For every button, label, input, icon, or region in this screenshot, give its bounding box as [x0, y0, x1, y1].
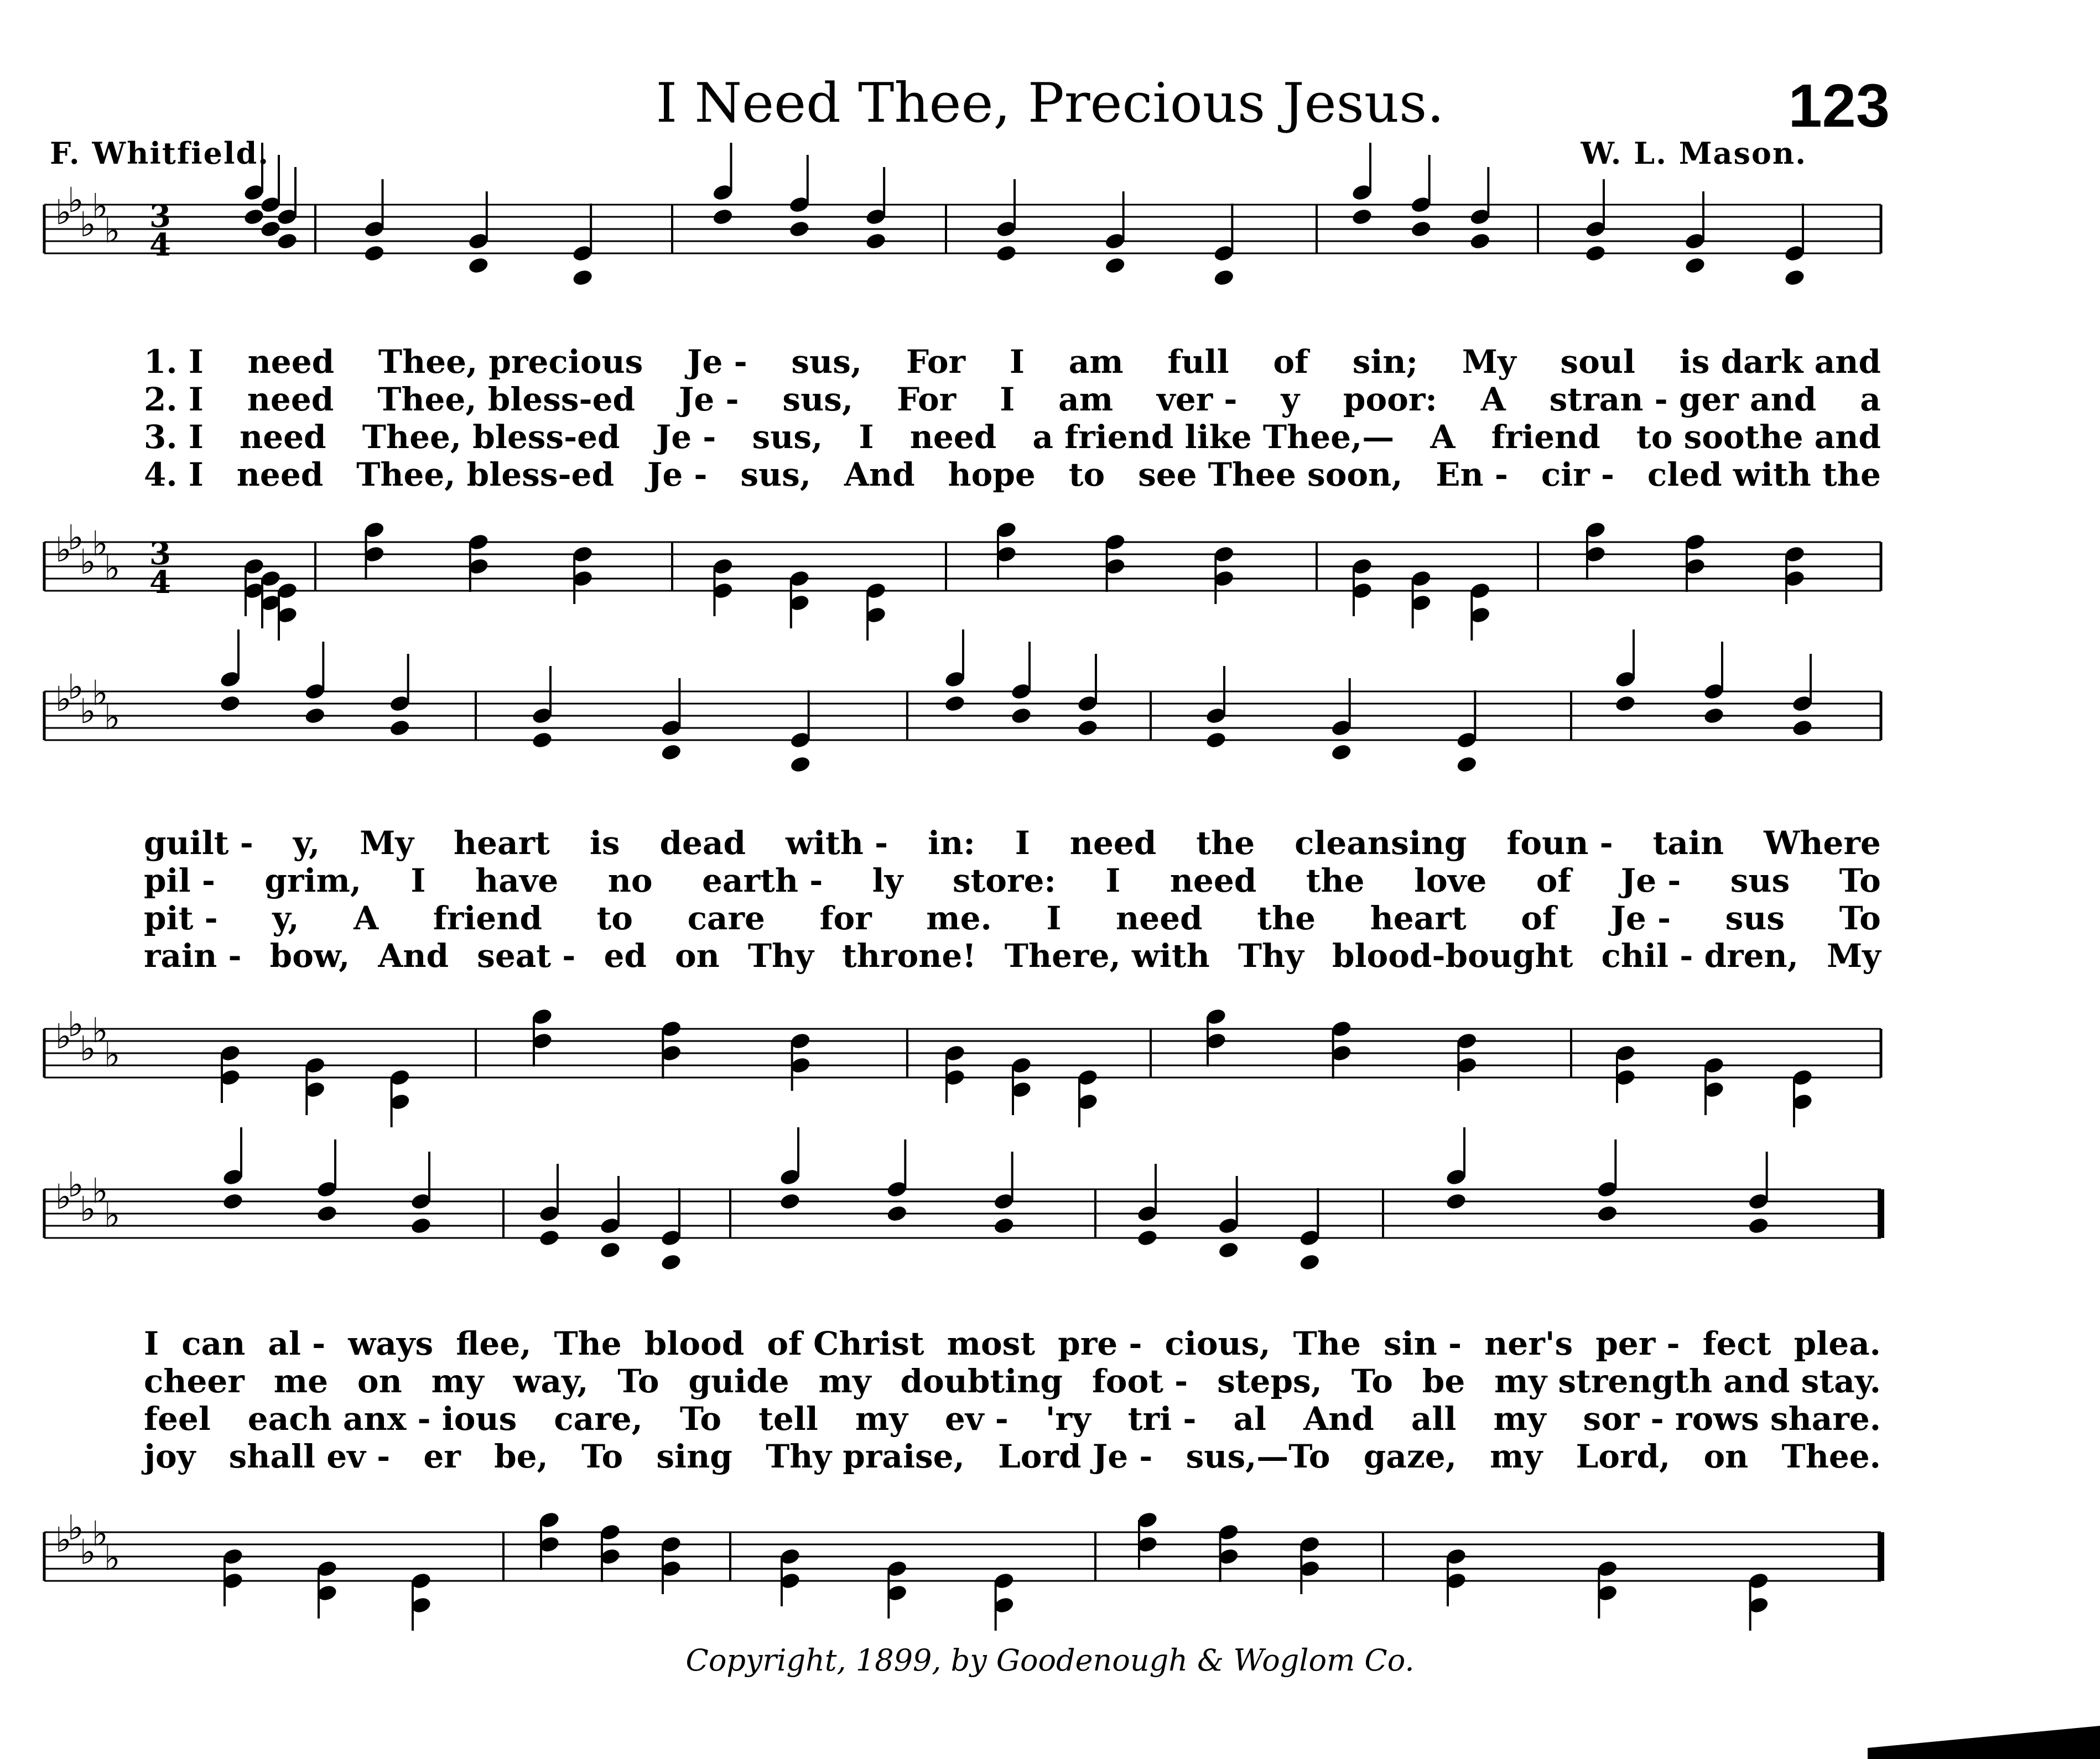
notehead — [1077, 719, 1099, 737]
flat-sign: ♭ — [92, 1513, 108, 1554]
notehead — [259, 220, 282, 238]
notehead — [599, 1241, 621, 1260]
notehead — [571, 268, 594, 287]
lyric-syllable: a — [1860, 381, 1881, 418]
lyric-syllable: Je - — [687, 343, 747, 381]
time-signature-bottom: 4 — [149, 564, 171, 601]
lyric-syllable: friend — [433, 899, 542, 937]
notehead — [538, 1229, 560, 1247]
lyric-syllable: sus, — [782, 381, 854, 418]
lyric-syllable: tri - — [1127, 1400, 1197, 1438]
lyric-syllable: throne! — [841, 937, 976, 975]
notehead — [219, 694, 241, 713]
lyric-syllable: Thee. — [1781, 1438, 1881, 1475]
notehead — [1596, 1204, 1618, 1223]
flat-sign: ♭ — [104, 548, 121, 589]
lyric-syllable: sus — [1725, 899, 1785, 937]
lyric-syllable: pil - — [144, 862, 215, 899]
lyric-syllable: the — [1196, 824, 1255, 862]
flat-sign: ♭ — [67, 667, 84, 707]
lyric-syllable: rain - — [144, 937, 242, 975]
flat-sign: ♭ — [104, 697, 121, 738]
lyric-syllable: heart — [453, 824, 550, 862]
lyric-syllable: full — [1167, 343, 1229, 381]
lyric-syllable: sus — [1730, 862, 1790, 899]
lyric-syllable: tell — [758, 1400, 818, 1438]
notehead — [410, 1216, 432, 1235]
lyric-syllable: cleansing — [1295, 824, 1467, 862]
flat-sign: ♭ — [80, 1028, 96, 1069]
lyric-syllable: 1. I — [144, 343, 204, 381]
lyric-syllable: in: — [928, 824, 975, 862]
lyric-syllable: my — [818, 1362, 871, 1400]
scan-edge-mark — [1868, 1715, 2100, 1759]
lyric-syllable: blood-bought — [1332, 937, 1573, 975]
lyric-syllable: need — [1069, 824, 1157, 862]
lyric-syllable: My — [1462, 343, 1516, 381]
lyric-verse-3 — [144, 1400, 1881, 1438]
lyric-syllable: I — [1000, 381, 1015, 418]
lyric-syllable: My — [360, 824, 414, 862]
lyric-syllable: feel — [144, 1400, 211, 1438]
lyric-syllable: sin - — [1383, 1325, 1462, 1362]
flat-sign: ♭ — [92, 1170, 108, 1211]
flat-sign: ♭ — [55, 192, 72, 233]
lyric-syllable: Thee, precious — [378, 343, 643, 381]
lyric-syllable: my strength and stay. — [1494, 1362, 1881, 1400]
page-title: I Need Thee, Precious Jesus. — [656, 72, 1444, 135]
lyric-verse-3 — [144, 418, 1881, 456]
lyric-syllable: Je - — [1610, 899, 1671, 937]
notehead — [243, 207, 265, 226]
lyric-syllable: steps, — [1217, 1362, 1322, 1400]
flat-sign: ♭ — [67, 1507, 84, 1548]
lyric-syllable: cled with the — [1647, 456, 1881, 493]
lyrics-system-1 — [144, 343, 1881, 493]
flat-sign: ♭ — [67, 1164, 84, 1205]
flat-sign: ♭ — [55, 1016, 72, 1057]
lyric-syllable: of — [1521, 899, 1556, 937]
lyric-syllable: of — [1273, 343, 1308, 381]
notehead — [1784, 268, 1806, 287]
lyric-syllable: y — [1281, 381, 1300, 418]
lyric-syllable: sus, — [740, 456, 812, 493]
lyric-syllable: am — [1068, 343, 1124, 381]
notehead — [1469, 232, 1491, 251]
copyright-notice: Copyright, 1899, by Goodenough & Woglom Co. — [685, 1643, 1415, 1678]
lyric-syllable: is — [589, 824, 620, 862]
notehead — [1410, 220, 1432, 238]
lyric-syllable: For — [906, 343, 966, 381]
lyric-syllable: To — [1839, 862, 1881, 899]
notehead — [222, 1192, 244, 1211]
notehead — [1298, 1253, 1321, 1272]
notehead — [779, 1192, 801, 1211]
flat-sign: ♭ — [92, 523, 108, 564]
notehead — [788, 220, 810, 238]
lyric-syllable: grim, — [264, 862, 362, 899]
lyric-syllable: y, — [272, 899, 299, 937]
lyric-syllable: bow, — [269, 937, 350, 975]
lyric-syllable: To — [581, 1438, 623, 1475]
flat-sign: ♭ — [80, 691, 96, 732]
notehead — [995, 244, 1017, 263]
notehead — [944, 694, 966, 713]
flat-sign: ♭ — [92, 673, 108, 714]
lyric-syllable: Je - — [656, 418, 716, 456]
lyric-syllable: To — [1839, 899, 1881, 937]
notehead — [363, 244, 385, 263]
lyric-syllable: be, — [494, 1438, 548, 1475]
lyric-syllable: foot - — [1091, 1362, 1188, 1400]
staff — [44, 1164, 1881, 1238]
lyric-syllable: to soothe and — [1636, 418, 1881, 456]
lyric-syllable: al — [1233, 1400, 1267, 1438]
lyric-verse-1 — [144, 343, 1881, 381]
lyric-syllable: cir - — [1541, 456, 1614, 493]
lyric-verse-4 — [144, 456, 1881, 493]
flat-sign: ♭ — [55, 679, 72, 720]
lyric-verse-2 — [144, 1362, 1881, 1400]
lyric-syllable: need — [236, 456, 324, 493]
lyric-syllable: need — [909, 418, 997, 456]
lyric-syllable: I — [144, 1325, 159, 1362]
lyric-syllable: To — [1351, 1362, 1393, 1400]
lyric-syllable: Thee, bless-ed — [362, 418, 620, 456]
lyric-syllable: on — [1703, 1438, 1749, 1475]
flat-sign: ♭ — [80, 204, 96, 245]
author-credit: F. Whitfield. — [50, 136, 270, 171]
staff — [44, 180, 1881, 263]
lyric-syllable: Je - — [678, 381, 739, 418]
notehead — [1684, 256, 1706, 275]
notehead — [1205, 731, 1227, 750]
lyric-syllable: per - — [1595, 1325, 1680, 1362]
time-signature-top: 3 — [149, 198, 171, 235]
lyric-syllable: need — [240, 418, 326, 456]
flat-sign: ♭ — [92, 186, 108, 227]
lyric-syllable: A — [1430, 418, 1456, 456]
lyric-syllable: Where — [1764, 824, 1881, 862]
lyric-syllable: no — [607, 862, 653, 899]
lyric-syllable: the — [1306, 862, 1365, 899]
notehead — [1351, 207, 1373, 226]
lyric-syllable: Thy praise, — [766, 1438, 965, 1475]
flat-sign: ♭ — [67, 517, 84, 558]
lyric-syllable: the — [1257, 899, 1316, 937]
notehead — [1104, 256, 1126, 275]
lyric-syllable: my — [1490, 1438, 1543, 1475]
lyric-syllable: 4. I — [144, 456, 204, 493]
notehead — [886, 1204, 908, 1223]
lyric-verse-3 — [144, 899, 1881, 937]
notehead — [1614, 694, 1636, 713]
lyric-syllable: foun - — [1506, 824, 1613, 862]
notehead — [1330, 743, 1353, 762]
lyric-syllable: 2. I — [144, 381, 204, 418]
lyric-syllable: me — [273, 1362, 329, 1400]
notehead — [993, 1216, 1015, 1235]
time-signature-top: 3 — [149, 535, 171, 572]
lyric-syllable: fect — [1702, 1325, 1771, 1362]
lyric-syllable: need — [1169, 862, 1257, 899]
lyric-syllable: Je - — [647, 456, 708, 493]
lyric-syllable: earth - — [702, 862, 823, 899]
lyric-syllable: pit - — [144, 899, 218, 937]
lyric-syllable: of Christ — [767, 1325, 924, 1362]
lyric-syllable: me. — [926, 899, 992, 937]
staff — [44, 517, 1881, 601]
lyric-syllable: of — [1536, 862, 1572, 899]
notehead — [316, 1204, 338, 1223]
lyric-syllable: all — [1411, 1400, 1457, 1438]
notehead — [276, 232, 298, 251]
lyric-syllable: shall ev - — [228, 1438, 391, 1475]
notehead — [1136, 1229, 1158, 1247]
notehead — [789, 755, 812, 774]
notehead — [467, 256, 490, 275]
lyric-syllable: I — [410, 862, 426, 899]
lyric-syllable: 3. I — [144, 418, 204, 456]
lyric-syllable: dead — [659, 824, 746, 862]
lyric-syllable: be — [1422, 1362, 1465, 1400]
notehead — [1213, 268, 1235, 287]
lyric-verse-4 — [144, 1438, 1881, 1475]
lyric-syllable: tain — [1652, 824, 1724, 862]
flat-sign: ♭ — [55, 1519, 72, 1560]
lyric-syllable: my — [855, 1400, 908, 1438]
lyric-syllable: A — [1480, 381, 1506, 418]
lyric-syllable: store: — [952, 862, 1056, 899]
lyric-syllable: hope — [948, 456, 1036, 493]
lyric-syllable: poor: — [1343, 381, 1437, 418]
lyric-syllable: En - — [1436, 456, 1508, 493]
lyric-syllable: er — [423, 1438, 461, 1475]
flat-sign: ♭ — [104, 1034, 121, 1075]
notehead — [660, 1253, 682, 1272]
flat-sign: ♭ — [104, 1538, 121, 1579]
lyric-syllable: I — [859, 418, 874, 456]
lyric-syllable: al - — [268, 1325, 326, 1362]
time-signature-bottom: 4 — [149, 227, 171, 263]
lyric-syllable: to — [1068, 456, 1105, 493]
notehead — [660, 743, 682, 762]
lyric-syllable: Lord Je - — [998, 1438, 1153, 1475]
lyric-syllable: a friend like Thee,— — [1032, 418, 1395, 456]
flat-sign: ♭ — [80, 1189, 96, 1230]
lyric-verse-2 — [144, 381, 1881, 418]
lyric-syllable: guide — [688, 1362, 789, 1400]
lyric-syllable: sin; — [1352, 343, 1418, 381]
lyrics-system-2 — [144, 824, 1881, 975]
lyric-syllable: sus, — [752, 418, 823, 456]
lyric-syllable: A — [354, 899, 379, 937]
flat-sign: ♭ — [80, 1532, 96, 1573]
composer-credit: W. L. Mason. — [1581, 136, 1807, 171]
lyric-syllable: care — [687, 899, 765, 937]
lyric-syllable: Thy — [1238, 937, 1304, 975]
lyric-syllable: need — [1116, 899, 1203, 937]
notehead — [1445, 1192, 1467, 1211]
lyric-syllable: ly — [872, 862, 903, 899]
lyric-syllable: To — [617, 1362, 659, 1400]
notehead — [865, 232, 887, 251]
lyric-syllable: Lord, — [1576, 1438, 1671, 1475]
lyric-verse-2 — [144, 862, 1881, 899]
lyric-verse-1 — [144, 1325, 1881, 1362]
lyric-syllable: ways — [348, 1325, 434, 1362]
lyric-syllable: pre - — [1058, 1325, 1142, 1362]
lyric-verse-4 — [144, 937, 1881, 975]
lyric-syllable: Thee, bless-ed — [356, 456, 614, 493]
lyric-syllable: Thee, bless-ed — [377, 381, 636, 418]
lyric-syllable: ed — [604, 937, 647, 975]
lyric-syllable: love — [1413, 862, 1487, 899]
flat-sign: ♭ — [67, 180, 84, 221]
lyric-syllable: blood — [644, 1325, 745, 1362]
lyric-syllable: cheer — [144, 1362, 245, 1400]
lyric-syllable: have — [475, 862, 559, 899]
lyric-syllable: heart — [1370, 899, 1467, 937]
notehead — [1456, 755, 1478, 774]
lyric-syllable: To — [679, 1400, 722, 1438]
lyric-syllable: flee, — [456, 1325, 532, 1362]
lyric-syllable: The — [554, 1325, 622, 1362]
lyric-syllable: ver - — [1157, 381, 1238, 418]
lyric-syllable: am — [1058, 381, 1114, 418]
notehead — [1218, 1241, 1240, 1260]
lyric-syllable: There, with — [1004, 937, 1210, 975]
notehead — [531, 731, 553, 750]
flat-sign: ♭ — [92, 1010, 108, 1051]
lyric-verse-1 — [144, 824, 1881, 862]
lyric-syllable: sus, — [791, 343, 862, 381]
lyric-syllable: see Thee soon, — [1138, 456, 1403, 493]
lyric-syllable: on — [357, 1362, 402, 1400]
lyric-syllable: doubting — [900, 1362, 1063, 1400]
lyric-syllable: soul — [1560, 343, 1635, 381]
lyric-syllable: care, — [554, 1400, 643, 1438]
lyric-syllable: each anx - ious — [247, 1400, 517, 1438]
lyric-syllable: Thy — [747, 937, 814, 975]
notehead — [304, 706, 326, 725]
lyric-syllable: gaze, — [1363, 1438, 1457, 1475]
lyric-syllable: I — [1046, 899, 1062, 937]
lyric-syllable: need — [247, 343, 335, 381]
lyric-syllable: ner's — [1484, 1325, 1573, 1362]
lyric-syllable: most — [947, 1325, 1036, 1362]
lyric-syllable: The — [1293, 1325, 1361, 1362]
lyric-syllable: to — [596, 899, 633, 937]
notehead — [389, 719, 411, 737]
lyric-syllable: cious, — [1165, 1325, 1271, 1362]
lyric-syllable: way, — [513, 1362, 589, 1400]
lyric-syllable: sing — [656, 1438, 732, 1475]
hymn-number: 123 — [1788, 72, 1890, 140]
lyric-syllable: is dark and — [1679, 343, 1881, 381]
lyric-syllable: And — [378, 937, 449, 975]
lyric-syllable: y, — [293, 824, 320, 862]
lyric-syllable: Je - — [1620, 862, 1681, 899]
lyric-syllable: My — [1826, 937, 1881, 975]
lyrics-system-3 — [144, 1325, 1881, 1475]
lyric-syllable: sus,—To — [1186, 1438, 1330, 1475]
lyric-syllable: my — [1493, 1400, 1546, 1438]
lyric-syllable: plea. — [1794, 1325, 1881, 1362]
lyric-syllable: for — [819, 899, 872, 937]
notehead — [1010, 706, 1032, 725]
notehead — [711, 207, 734, 226]
lyric-syllable: stran - ger and — [1549, 381, 1817, 418]
flat-sign: ♭ — [104, 210, 121, 251]
flat-sign: ♭ — [55, 529, 72, 570]
lyric-syllable: And — [1303, 1400, 1374, 1438]
lyric-syllable: I — [1009, 343, 1025, 381]
notehead — [1703, 706, 1725, 725]
notehead — [1584, 244, 1607, 263]
lyric-syllable: ev - — [944, 1400, 1009, 1438]
lyric-syllable: need — [247, 381, 334, 418]
notehead — [1791, 719, 1813, 737]
lyric-syllable: And — [844, 456, 915, 493]
lyric-syllable: chil - dren, — [1601, 937, 1798, 975]
lyric-syllable: can — [181, 1325, 246, 1362]
lyric-syllable: sor - rows share. — [1583, 1400, 1881, 1438]
lyric-syllable: friend — [1491, 418, 1600, 456]
flat-sign: ♭ — [67, 1004, 84, 1045]
lyric-syllable: For — [896, 381, 957, 418]
flat-sign: ♭ — [55, 1177, 72, 1217]
notehead — [1748, 1216, 1770, 1235]
lyric-syllable: I — [1105, 862, 1121, 899]
lyric-syllable: I — [1015, 824, 1030, 862]
flat-sign: ♭ — [104, 1195, 121, 1236]
lyric-syllable: guilt - — [144, 824, 253, 862]
lyric-syllable: on — [674, 937, 720, 975]
lyric-syllable: 'ry — [1045, 1400, 1091, 1438]
lyric-syllable: my — [431, 1362, 484, 1400]
flat-sign: ♭ — [80, 542, 96, 582]
lyric-syllable: joy — [144, 1438, 196, 1475]
lyric-syllable: with - — [786, 824, 888, 862]
lyric-syllable: seat - — [477, 937, 576, 975]
